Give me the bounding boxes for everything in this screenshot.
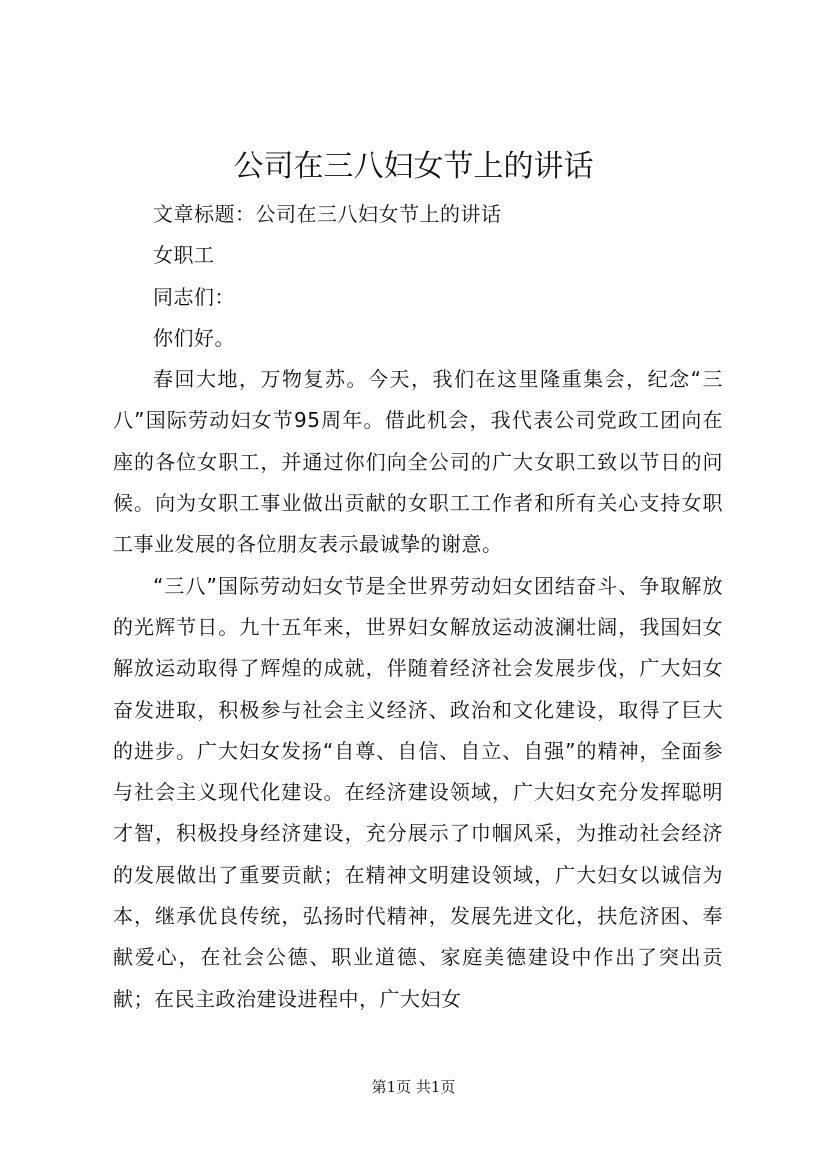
document-body bbox=[113, 194, 723, 1020]
document-title: 公司在三八妇女节上的讲话 bbox=[233, 149, 594, 184]
salutation-line: 同志们： bbox=[153, 284, 235, 309]
audience-line: 女职工 bbox=[153, 243, 215, 268]
paragraph-2: “三八”国际劳动妇女节是全世界劳动妇女团结奋斗、争取解放的光辉节日。九十五年来，世界妇女解放运动波澜壮阔，我国妇女解放运动取得了辉煌的成就，伴随着经济社会发展步伐，广大妇女奋发进取，积极参与社会主义经济、政治和文化建设，取得了巨大的进步。广大妇女发扬“自尊、自信、自立、自强”的精神，全面参与社会主义现代化建设。在经济建设领域，广大妇女充分发挥聪明才智，积极投身经济建设，充分展示了巾帼风采，为推动社会经济的发展做出了重要贡献；在精神文明建设领域，广大妇女以诚信为本，继承优良传统，弘扬时代精神，发展先进文化，扶危济困、奉献爱心，在社会公德、职业道德、家庭美德建设中作出了突出贡献；在民主政治建设进程中，广大妇女 bbox=[113, 573, 723, 1011]
article-title-line: 文章标题：公司在三八妇女节上的讲话 bbox=[153, 202, 502, 226]
page-number: 第1页 共1页 bbox=[371, 1078, 456, 1096]
greeting-line: 你们好。 bbox=[153, 325, 235, 350]
paragraph-1: 春回大地，万物复苏。今天，我们在这里隆重集会，纪念“三八”国际劳动妇女节95周年。借此机会，我代表公司党政工团向在座的各位女职工，并通过你们向全公司的广大女职工致以节日的问候。向为女职工事业做出贡献的女职工工作者和所有关心支持女职工事业发展的各位朋友表示最诚挚的谢意。 bbox=[113, 367, 723, 557]
